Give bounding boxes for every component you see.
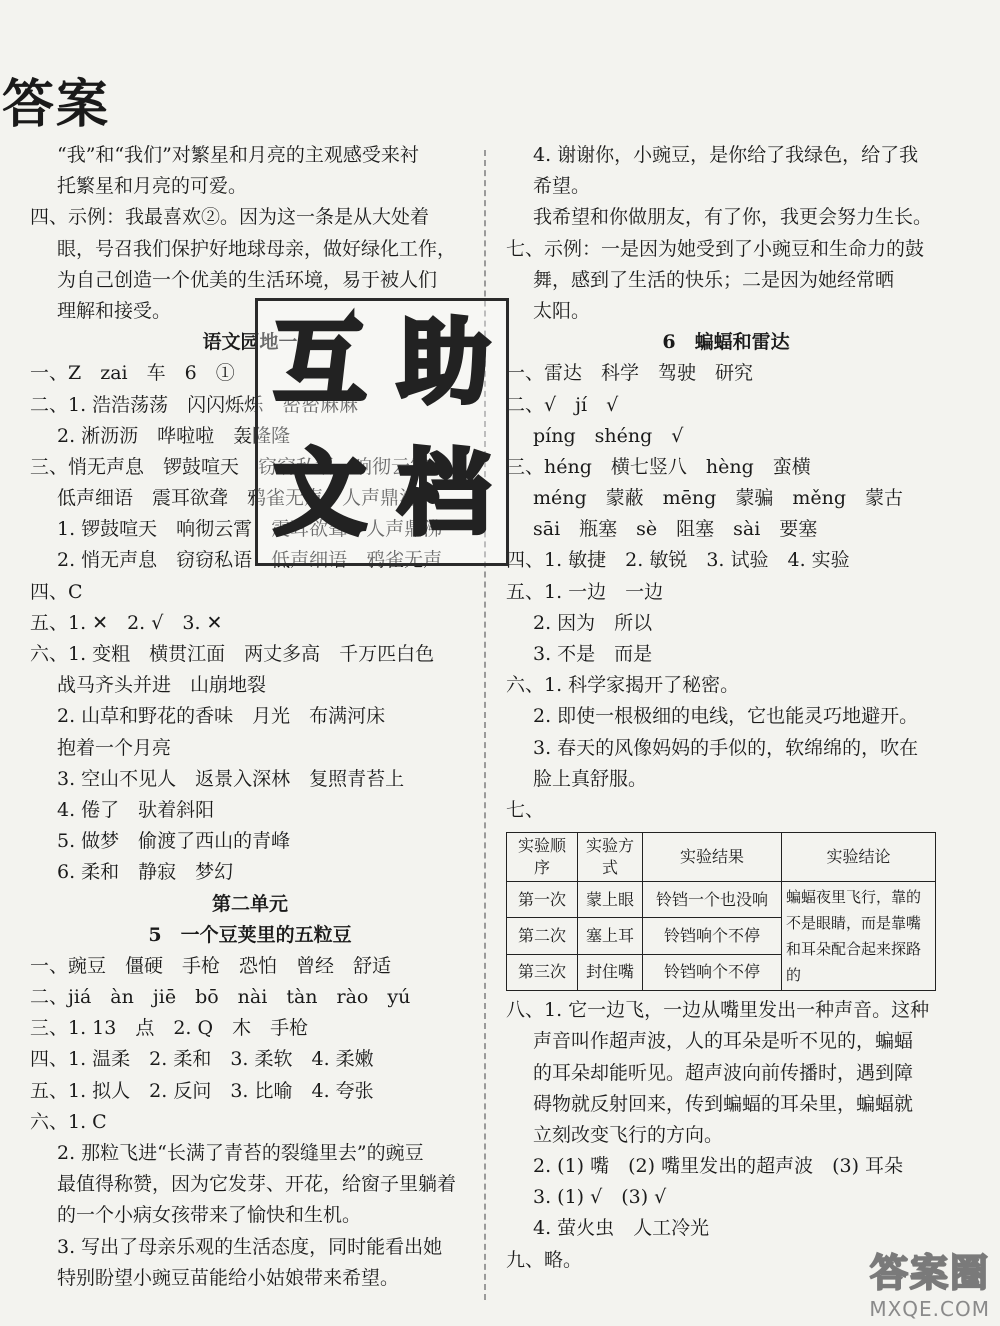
answer-line: 希望。: [533, 175, 591, 198]
answer-line: 舞，感到了生活的快乐；二是因为她经常晒: [533, 268, 895, 291]
answer-line: 脸上真舒服。: [533, 767, 648, 790]
table-header-row: [507, 833, 936, 882]
answer-line: 五、1. 一边 一边: [506, 580, 664, 603]
answer-line: 的一个小病女孩带来了愉快和生机。: [57, 1204, 362, 1227]
right-column: [506, 140, 946, 1276]
stamp-char: 档: [397, 440, 490, 547]
table-conclusion: 蝙蝠夜里飞行，靠的不是眼睛，而是靠嘴和耳朵配合起来探路的: [782, 882, 936, 991]
answer-line: 1. 锣鼓喧天 响彻云霄 震耳欲聋 人声鼎沸: [57, 518, 443, 541]
unit-heading: 第二单元: [211, 892, 288, 915]
answer-line: 4. 谢谢你，小豌豆，是你给了我绿色，给了我: [533, 144, 919, 166]
lesson-heading: 5 一个豆荚里的五粒豆: [148, 923, 352, 946]
table-cell: 第二次: [507, 918, 578, 954]
answer-line: 最值得称赞，因为它发芽、开花，给窗子里躺着: [57, 1173, 457, 1196]
logo-text: 答案圈: [869, 1251, 990, 1295]
table-header: 实验方式: [578, 833, 643, 882]
page-title: 答案: [2, 75, 111, 135]
table-cell: 封住嘴: [578, 954, 643, 990]
answer-line: 三、悄无声息 锣鼓喧天 窃窃私语 响彻云霄: [30, 455, 430, 478]
answer-line: 六、1. 科学家揭开了秘密。: [506, 674, 740, 697]
answer-line: píng shéng √: [533, 424, 684, 447]
answer-line: 4. 倦了 驮着斜阳: [57, 798, 215, 821]
answer-line: 3. (1) √ (3) √: [533, 1186, 667, 1209]
answer-line: 声音叫作超声波，人的耳朵是听不见的，蝙蝠: [533, 1030, 914, 1053]
answer-line: 一、Z zai 车 6 ①: [30, 362, 235, 385]
answer-line: 3. 写出了母亲乐观的生活态度，同时能看出她: [57, 1235, 443, 1258]
answer-line: 九、略。: [506, 1248, 583, 1271]
table-cell: 铃铛一个也没响: [643, 882, 782, 918]
answer-line: 碍物就反射回来，传到蝙蝠的耳朵里，蝙蝠就: [533, 1092, 914, 1115]
answer-line: 七、: [506, 798, 545, 821]
table-row: [507, 882, 936, 918]
answer-line: 二、1. 浩浩荡荡 闪闪烁烁 密密麻麻: [30, 393, 359, 416]
answer-line: 五、1. ✕ 2. √ 3. ✕: [30, 611, 223, 634]
answer-line: 三、1. 13 点 2. Q 木 手枪: [30, 1017, 309, 1040]
answer-line: 六、1. C: [30, 1110, 107, 1133]
experiment-table: [506, 832, 936, 991]
answer-line: 四、C: [30, 580, 83, 603]
table-cell: 第一次: [507, 882, 578, 918]
answer-line: 2. (1) 嘴 (2) 嘴里发出的超声波 (3) 耳朵: [533, 1155, 904, 1178]
answer-line: 托繁星和月亮的可爱。: [57, 175, 248, 198]
answer-line: 6. 柔和 静寂 梦幻: [57, 861, 234, 884]
watermark-stamp: [255, 298, 509, 566]
answer-line: 2. 山草和野花的香味 月光 布满河床: [57, 705, 386, 728]
answer-line: 3. 空山不见人 返景入深林 复照青苔上: [57, 767, 405, 790]
table-cell: 塞上耳: [578, 918, 643, 954]
stamp-char: 文: [273, 440, 366, 547]
answer-line: 八、1. 它一边飞，一边从嘴里发出一种声音。这种: [506, 999, 930, 1022]
answer-line: 一、豌豆 僵硬 手枪 恐怕 曾经 舒适: [30, 954, 392, 977]
answer-line: 二、jiá àn jiē bō nài tàn rào yú: [30, 986, 411, 1009]
answer-line: 2. 悄无声息 窃窃私语 低声细语 鸦雀无声: [57, 549, 443, 572]
answer-line: 六、1. 变粗 横贯江面 两丈多高 千万匹白色: [30, 643, 435, 665]
answer-line: 5. 做梦 偷渡了西山的青峰: [57, 830, 291, 853]
answer-line: 四、1. 温柔 2. 柔和 3. 柔软 4. 柔嫩: [30, 1048, 374, 1071]
table-cell: 铃铛响个不停: [643, 918, 782, 954]
answer-line: 理解和接受。: [57, 299, 172, 322]
answer-line: 4. 萤火虫 人工冷光: [533, 1217, 710, 1240]
table-cell: 铃铛响个不停: [643, 954, 782, 990]
table-header: 实验结论: [782, 833, 936, 882]
answer-line: 3. 春天的风像妈妈的手似的，软绵绵的，吹在: [533, 736, 919, 759]
answer-line: 低声细语 震耳欲聋 鸦雀无声 人声鼎沸: [57, 487, 419, 510]
table-cell: 蒙上眼: [578, 882, 643, 918]
answer-line: 3. 不是 而是: [533, 643, 653, 665]
answer-line: 为自己创造一个优美的生活环境，易于被人们: [57, 268, 438, 291]
answer-line: 特别盼望小豌豆苗能给小姑娘带来希望。: [57, 1266, 400, 1289]
answer-line: 抱着一个月亮: [57, 736, 172, 759]
answer-line: 四、示例：我最喜欢②。因为这一条是从大处着: [30, 206, 430, 229]
answer-line: 一、雷达 科学 驾驶 研究: [506, 362, 754, 385]
table-cell: 第三次: [507, 954, 578, 990]
stamp-char: 互: [273, 309, 366, 416]
logo-url: MXQE.COM: [869, 1297, 990, 1321]
answer-line: 2. 淅沥沥 哗啦啦 轰隆隆: [57, 424, 291, 447]
section-heading: 语文园地一: [202, 331, 298, 354]
answer-line: 的耳朵却能听见。超声波向前传播时，遇到障: [533, 1061, 914, 1084]
answer-line: “我”和“我们”对繁星和月亮的主观感受来衬: [57, 144, 419, 166]
answer-line: 三、héng 横七竖八 hèng 蛮横: [506, 455, 811, 478]
answer-line: 我希望和你做朋友，有了你，我更会努力生长。: [533, 206, 933, 229]
table-header: 实验顺序: [507, 833, 578, 882]
stamp-char: 助: [397, 309, 490, 416]
corner-watermark-logo: [830, 1242, 990, 1321]
answer-line: 眼，号召我们保护好地球母亲，做好绿化工作，: [57, 237, 457, 260]
answer-line: méng 蒙蔽 mēng 蒙骗 měng 蒙古: [533, 487, 903, 510]
table-header: 实验结果: [643, 833, 782, 882]
answer-line: 五、1. 拟人 2. 反问 3. 比喻 4. 夸张: [30, 1079, 374, 1102]
answer-line: 战马齐头并进 山崩地裂: [57, 674, 267, 697]
answer-line: sāi 瓶塞 sè 阻塞 sài 要塞: [533, 518, 818, 541]
answer-line: 2. 因为 所以: [533, 611, 653, 634]
answer-line: 2. 即使一根极细的电线，它也能灵巧地避开。: [533, 705, 919, 728]
answer-line: 立刻改变飞行的方向。: [533, 1123, 724, 1146]
answer-line: 七、示例：一是因为她受到了小豌豆和生命力的鼓: [506, 237, 925, 260]
answer-line: 2. 那粒飞进“长满了青苔的裂缝里去”的豌豆: [57, 1142, 424, 1164]
answer-line: 四、1. 敏捷 2. 敏锐 3. 试验 4. 实验: [506, 549, 850, 572]
lesson-heading: 6 蝙蝠和雷达: [662, 331, 790, 354]
answer-line: 太阳。: [533, 299, 591, 322]
answer-line: 二、√ jí √: [506, 393, 619, 416]
